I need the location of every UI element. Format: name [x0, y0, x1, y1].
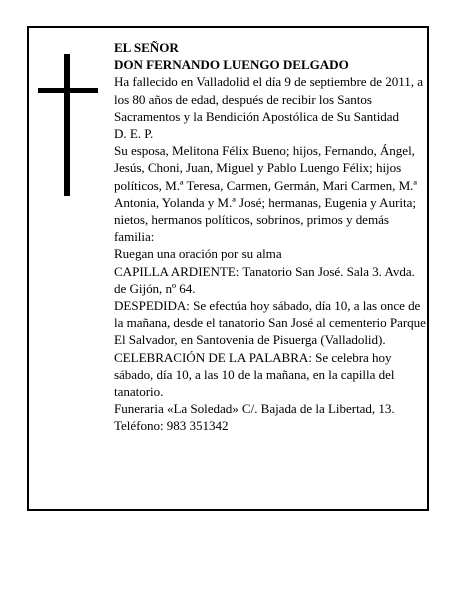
dep-line: D. E. P. [114, 126, 154, 142]
heading-title: EL SEÑOR [114, 40, 179, 55]
cross-vertical-bar [64, 54, 70, 196]
cross-icon [38, 54, 98, 196]
prayer-request: Ruegan una oración por su alma [114, 246, 282, 262]
obituary-text [114, 39, 426, 435]
telefono-info: Teléfono: 983 351342 [114, 418, 229, 434]
deceased-name: DON FERNANDO LUENGO DELGADO [114, 57, 349, 73]
death-announcement: Ha fallecido en Valladolid el día 9 de septiembre de 2011, a los 80 años de edad, después de recibir los Santos Sacramentos y la Bendición Apostólica de Su Santidad [114, 74, 423, 124]
despedida-info: DESPEDIDA: Se efectúa hoy sábado, día 10, a las once de la mañana, desde el tanatorio San José al cementerio Parque El Salvador, en Santovenia de Pisuerga (Valladolid). [114, 298, 426, 348]
capilla-ardiente-info: CAPILLA ARDIENTE: Tanatorio San José. Sala 3. Avda. de Gijón, nº 64. [114, 263, 415, 296]
cross-horizontal-bar [38, 88, 98, 93]
celebracion-info: CELEBRACIÓN DE LA PALABRA: Se celebra hoy sábado, día 10, a las 10 de la mañana, en la capilla del tanatorio. [114, 349, 395, 400]
family-list: Su esposa, Melitona Félix Bueno; hijos, Fernando, Ángel, Jesús, Choni, Juan, Miguel y Pablo Luengo Félix; hijos políticos, M.ª Teresa, Carmen, Germán, Mari Carmen, M.ª Antonia, Yolanda y M.ª José; hermanas, Eugenia y Aurita; nietos, hermanos políticos, sobrinos, primos y demás familia: [114, 143, 417, 245]
funeraria-info: Funeraria «La Soledad» C/. Bajada de la Libertad, 13. [114, 401, 395, 417]
